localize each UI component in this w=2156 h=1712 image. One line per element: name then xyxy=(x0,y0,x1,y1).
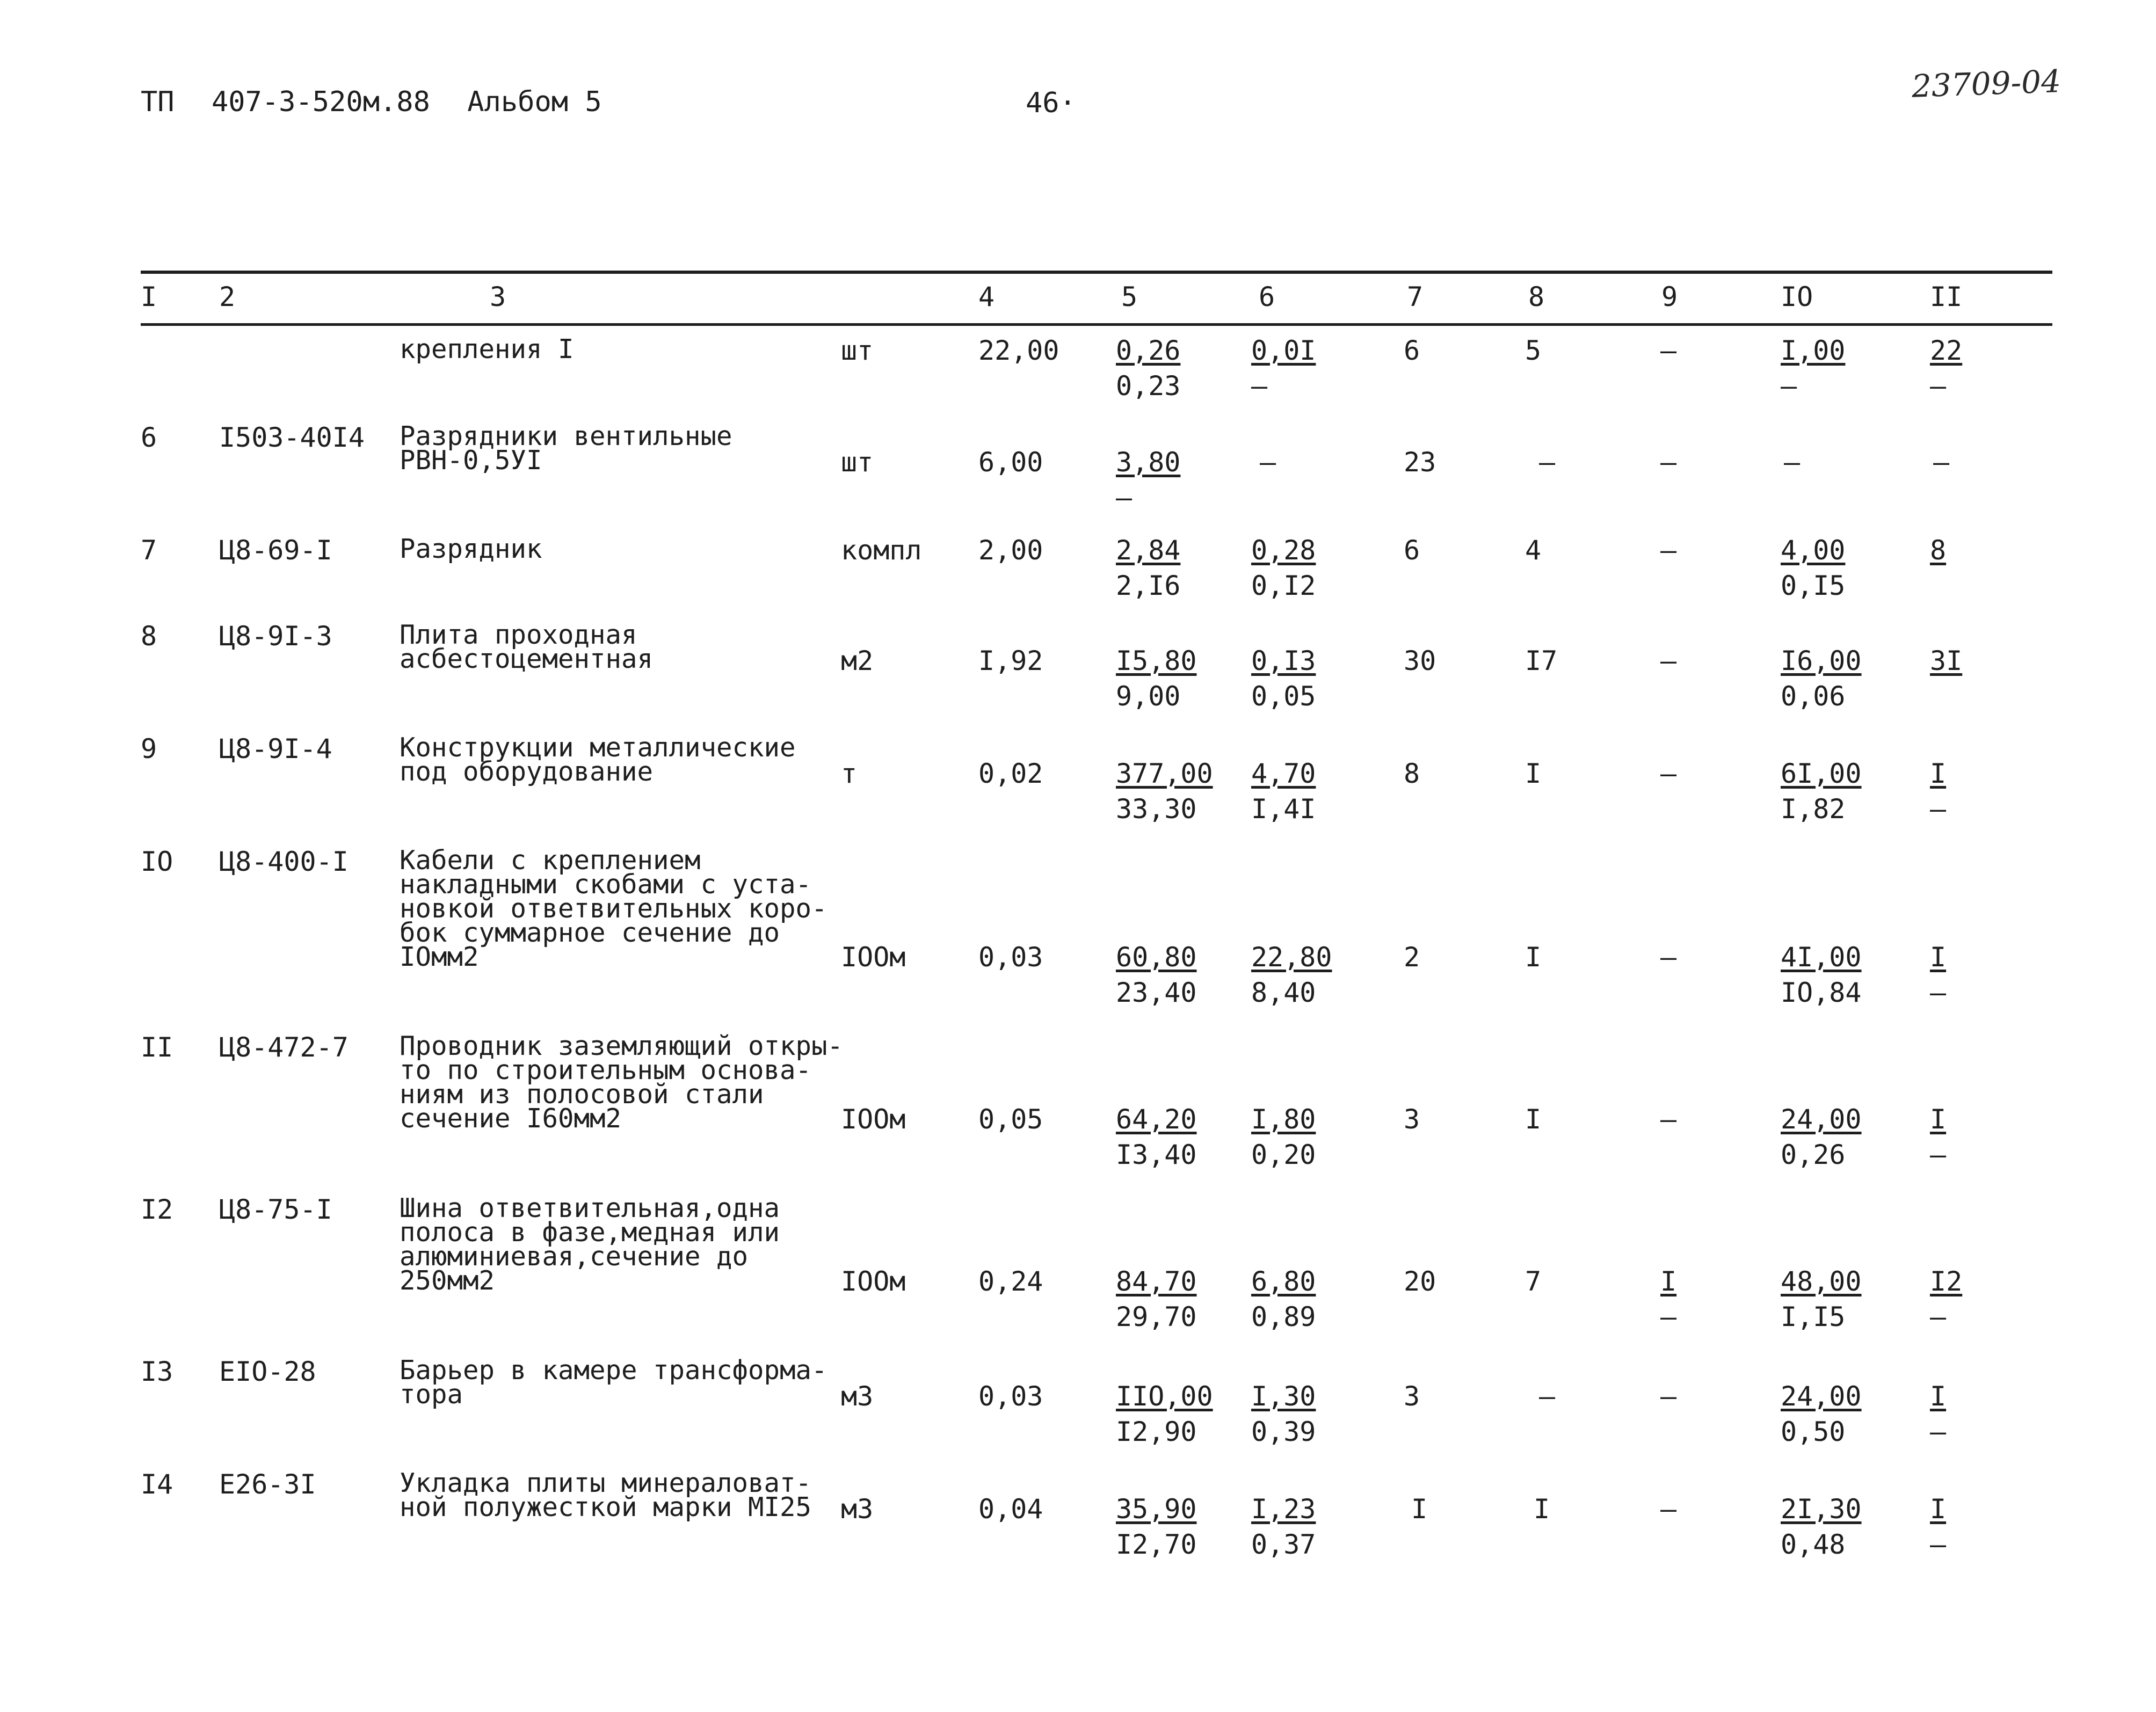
col10-pair xyxy=(1781,758,1862,825)
col6-bottom: 0,89 xyxy=(1251,1301,1316,1332)
project-number: 407-3-520м.88 xyxy=(211,86,430,118)
col10-top: 24,00 xyxy=(1781,1381,1862,1412)
col10-bottom: 0,50 xyxy=(1781,1416,1846,1447)
col11-pair xyxy=(1930,647,1962,674)
col5-pair xyxy=(1116,1268,1197,1330)
desc-line: Плита проходная xyxy=(400,620,637,650)
col-header-7: 7 xyxy=(1407,281,1424,312)
col10-pair xyxy=(1781,944,1862,1006)
row-description xyxy=(400,1468,812,1523)
col8-value: 7 xyxy=(1525,1266,1542,1297)
col6-pair xyxy=(1251,944,1332,1006)
col6-pair xyxy=(1251,537,1316,599)
col11-top: I xyxy=(1930,758,1947,789)
desc-line: Проводник заземляющий откры- xyxy=(400,1031,844,1061)
col10-pair xyxy=(1781,1383,1862,1445)
col6-value: – xyxy=(1260,447,1276,478)
row-code: I503-40I4 xyxy=(219,422,365,453)
col5-top: 84,70 xyxy=(1116,1266,1197,1297)
col5-pair xyxy=(1116,1496,1197,1558)
desc-line: Кабели с креплением xyxy=(400,845,701,876)
col9-value: – xyxy=(1660,942,1677,973)
row-quantity: 0,02 xyxy=(978,758,1043,789)
row-number: 9 xyxy=(141,733,157,764)
col11-pair xyxy=(1930,1106,1946,1168)
desc-line: Конструкции металлические xyxy=(400,732,796,763)
col11-top: I xyxy=(1930,1104,1947,1135)
col-header-11: II xyxy=(1930,281,1963,312)
row-code: Ц8-9I-4 xyxy=(219,733,332,764)
col9-value: – xyxy=(1660,645,1677,676)
col6-pair xyxy=(1251,335,1316,402)
row-code: Ц8-400-I xyxy=(219,846,349,877)
col7-value: 2 xyxy=(1404,942,1420,973)
desc-line: Шина ответвительная,одна xyxy=(400,1193,780,1223)
row-code: Ц8-472-7 xyxy=(219,1032,349,1063)
col11-bottom: – xyxy=(1930,793,1947,825)
document-header xyxy=(141,86,622,118)
col5-top: 377,00 xyxy=(1116,758,1213,789)
col6-bottom: I,4I xyxy=(1251,793,1316,825)
col10-pair xyxy=(1781,1496,1862,1558)
row-quantity: 0,03 xyxy=(978,1381,1043,1412)
col6-bottom: 0,37 xyxy=(1251,1529,1316,1560)
col11-top: 22 xyxy=(1930,335,1963,366)
col11-bottom: – xyxy=(1930,1301,1947,1332)
col10-pair xyxy=(1781,1268,1862,1330)
row-unit: м2 xyxy=(841,645,874,676)
desc-line: ной полужесткой марки МI25 xyxy=(400,1492,812,1523)
col8-value: I xyxy=(1525,942,1542,973)
row-quantity: 2,00 xyxy=(978,535,1043,566)
col6-bottom: 0,20 xyxy=(1251,1139,1316,1170)
col6-top: I,80 xyxy=(1251,1104,1316,1135)
col6-bottom: – xyxy=(1251,370,1268,402)
col6-top: I,30 xyxy=(1251,1381,1316,1412)
col6-top: I,23 xyxy=(1251,1494,1316,1525)
desc-line: 250мм2 xyxy=(400,1265,495,1296)
desc-line: бок суммарное сечение до xyxy=(400,917,780,949)
col6-top: 0,0I xyxy=(1251,335,1316,366)
desc-line: РВН-0,5УI xyxy=(400,445,542,476)
row-description xyxy=(400,534,542,564)
col8-value: I7 xyxy=(1525,645,1558,676)
col7-value: 30 xyxy=(1404,645,1436,676)
col11-pair xyxy=(1930,1383,1946,1445)
row-description xyxy=(400,845,827,973)
col8-value: I xyxy=(1534,1494,1550,1525)
col5-bottom: I2,90 xyxy=(1116,1416,1197,1447)
row-unit: IOOм xyxy=(841,1104,906,1135)
row-unit: IOOм xyxy=(841,942,906,973)
col6-top: 0,I3 xyxy=(1251,645,1316,676)
row-number: I4 xyxy=(141,1469,173,1500)
col11-pair xyxy=(1930,944,1946,1006)
row-quantity: 6,00 xyxy=(978,447,1043,478)
page-number: 46· xyxy=(1026,87,1076,119)
col8-value: – xyxy=(1539,1381,1556,1412)
col10-pair xyxy=(1781,1106,1862,1168)
row-quantity: 0,24 xyxy=(978,1266,1043,1297)
col5-top: I5,80 xyxy=(1116,645,1197,676)
col5-pair xyxy=(1116,758,1213,825)
col6-top: 0,28 xyxy=(1251,535,1316,566)
col10-top: 4,00 xyxy=(1781,535,1846,566)
col5-bottom: 29,70 xyxy=(1116,1301,1197,1332)
col10-pair xyxy=(1781,335,1846,402)
row-description xyxy=(400,620,654,675)
col7-value: 8 xyxy=(1404,758,1420,789)
col5-bottom: 9,00 xyxy=(1116,681,1181,712)
row-code: Ц8-9I-3 xyxy=(219,621,332,652)
col6-bottom: 0,39 xyxy=(1251,1416,1316,1447)
row-number: II xyxy=(141,1032,173,1063)
row-description xyxy=(400,732,796,788)
col9-value: – xyxy=(1660,1104,1677,1135)
col11-top: I xyxy=(1930,1381,1947,1412)
col10-value: – xyxy=(1784,447,1801,478)
row-quantity: 0,04 xyxy=(978,1494,1043,1525)
row-description xyxy=(400,421,732,476)
col9-value: – xyxy=(1660,447,1677,478)
row-number: 6 xyxy=(141,422,157,453)
series-code: ТП xyxy=(141,86,175,118)
row-description xyxy=(400,334,574,365)
table-header-rule xyxy=(141,323,2052,326)
desc-line: крепления I xyxy=(400,334,574,365)
desc-line: Разрядник xyxy=(400,534,542,564)
col5-pair xyxy=(1116,1106,1197,1168)
desc-line: полоса в фазе,медная или xyxy=(400,1217,780,1248)
col7-value: 20 xyxy=(1404,1266,1436,1297)
col11-bottom: – xyxy=(1930,1139,1947,1170)
row-unit: шт xyxy=(841,447,874,478)
row-description xyxy=(400,1355,827,1410)
col9-bottom: – xyxy=(1660,1301,1677,1332)
col10-bottom: IO,84 xyxy=(1781,977,1862,1008)
col5-pair xyxy=(1116,647,1197,710)
col-header-4: 4 xyxy=(978,281,995,312)
row-number: 7 xyxy=(141,535,157,566)
col11-top: I2 xyxy=(1930,1266,1963,1297)
desc-line: новкой ответвительных коро- xyxy=(400,893,827,924)
col9-value: – xyxy=(1660,1381,1677,1412)
col6-bottom: 0,05 xyxy=(1251,681,1316,712)
col5-bottom: 2,I6 xyxy=(1116,570,1181,601)
row-quantity: I,92 xyxy=(978,645,1043,676)
col11-bottom: – xyxy=(1930,1416,1947,1447)
desc-line: то по строительным основа- xyxy=(400,1055,812,1086)
col5-top: 64,20 xyxy=(1116,1104,1197,1135)
col5-top: IIO,00 xyxy=(1116,1381,1213,1412)
col10-bottom: 0,48 xyxy=(1781,1529,1846,1560)
col5-pair xyxy=(1116,449,1180,511)
col9-value: – xyxy=(1660,1494,1677,1525)
col10-top: I,00 xyxy=(1781,335,1846,366)
col-header-6: 6 xyxy=(1259,281,1275,312)
row-quantity: 0,05 xyxy=(978,1104,1043,1135)
row-code: Ц8-69-I xyxy=(219,535,332,566)
col5-bottom: 23,40 xyxy=(1116,977,1197,1008)
col9-value: – xyxy=(1660,335,1677,366)
desc-line: под оборудование xyxy=(400,756,654,788)
col6-top: 6,80 xyxy=(1251,1266,1316,1297)
desc-line: Барьер в камере трансформа- xyxy=(400,1355,827,1386)
col8-value: I xyxy=(1525,1104,1542,1135)
col5-top: 60,80 xyxy=(1116,942,1197,973)
col8-value: 5 xyxy=(1525,335,1542,366)
col6-bottom: 8,40 xyxy=(1251,977,1316,1008)
desc-line: ниям из полосовой стали xyxy=(400,1079,764,1110)
col-header-1: I xyxy=(141,281,157,312)
col11-pair xyxy=(1930,1268,1962,1330)
col-header-9: 9 xyxy=(1661,281,1678,312)
col11-pair xyxy=(1930,335,1963,402)
col-header-5: 5 xyxy=(1121,281,1138,312)
row-unit: м3 xyxy=(841,1494,874,1525)
row-unit: IOOм xyxy=(841,1266,906,1297)
row-code: E26-3I xyxy=(219,1469,316,1500)
col5-bottom: – xyxy=(1116,482,1133,513)
col10-top: 2I,30 xyxy=(1781,1494,1862,1525)
col7-value: 6 xyxy=(1404,535,1420,566)
col6-pair xyxy=(1251,1383,1316,1445)
col6-bottom: 0,I2 xyxy=(1251,570,1316,601)
col10-bottom: 0,26 xyxy=(1781,1139,1846,1170)
row-number: IO xyxy=(141,846,173,877)
row-number: 8 xyxy=(141,621,157,652)
desc-line: накладными скобами с уста- xyxy=(400,869,812,900)
col7-value: I xyxy=(1411,1494,1428,1525)
col5-bottom: I2,70 xyxy=(1116,1529,1197,1560)
col11-bottom: – xyxy=(1930,1529,1947,1560)
col5-top: 35,90 xyxy=(1116,1494,1197,1525)
col6-pair xyxy=(1251,647,1316,710)
row-unit: шт xyxy=(841,335,874,366)
col6-top: 4,70 xyxy=(1251,758,1316,789)
album-label: Альбом 5 xyxy=(467,86,602,118)
desc-line: Разрядники вентильные xyxy=(400,421,732,451)
desc-line: тора xyxy=(400,1379,463,1410)
col11-bottom: – xyxy=(1930,977,1947,1008)
col11-value: – xyxy=(1933,447,1950,478)
col11-pair xyxy=(1930,1496,1946,1558)
col11-top: 3I xyxy=(1930,645,1963,676)
col8-value: – xyxy=(1539,447,1556,478)
col9-value: – xyxy=(1660,758,1677,789)
col-header-10: IO xyxy=(1781,281,1813,312)
col10-bottom: I,82 xyxy=(1781,793,1846,825)
desc-line: IOмм2 xyxy=(400,942,479,973)
row-description xyxy=(400,1031,844,1134)
col11-top: 8 xyxy=(1930,535,1947,566)
col8-value: 4 xyxy=(1525,535,1542,566)
col5-top: 2,84 xyxy=(1116,535,1181,566)
col10-bottom: – xyxy=(1781,370,1797,402)
col10-bottom: 0,06 xyxy=(1781,681,1846,712)
col-header-2: 2 xyxy=(219,281,236,312)
col10-bottom: 0,I5 xyxy=(1781,570,1846,601)
col7-value: 6 xyxy=(1404,335,1420,366)
col6-pair xyxy=(1251,1106,1316,1168)
row-number: I3 xyxy=(141,1356,173,1387)
col5-bottom: I3,40 xyxy=(1116,1139,1197,1170)
row-code: Ц8-75-I xyxy=(219,1194,332,1225)
col6-top: 22,80 xyxy=(1251,942,1332,973)
row-code: EIO-28 xyxy=(219,1356,316,1387)
col7-value: 3 xyxy=(1404,1104,1420,1135)
row-quantity: 0,03 xyxy=(978,942,1043,973)
desc-line: Укладка плиты минераловат- xyxy=(400,1468,812,1498)
row-unit: т xyxy=(841,758,858,789)
col7-value: 23 xyxy=(1404,447,1436,478)
col9-value: – xyxy=(1660,535,1677,566)
col9-top: I xyxy=(1660,1266,1677,1297)
col5-top: 0,26 xyxy=(1116,335,1181,366)
row-unit: компл xyxy=(841,535,922,566)
desc-line: сечение I60мм2 xyxy=(400,1103,622,1134)
col11-pair xyxy=(1930,537,1946,564)
col-header-8: 8 xyxy=(1528,281,1545,312)
col5-bottom: 0,23 xyxy=(1116,370,1181,402)
col9-pair xyxy=(1660,1268,1676,1330)
col11-top: I xyxy=(1930,942,1947,973)
col10-top: I6,00 xyxy=(1781,645,1862,676)
col7-value: 3 xyxy=(1404,1381,1420,1412)
col5-pair xyxy=(1116,1383,1213,1445)
col6-pair xyxy=(1251,1268,1316,1330)
col10-pair xyxy=(1781,537,1845,599)
col10-bottom: I,I5 xyxy=(1781,1301,1846,1332)
row-unit: м3 xyxy=(841,1381,874,1412)
col5-pair xyxy=(1116,537,1180,599)
col8-value: I xyxy=(1525,758,1542,789)
col10-top: 24,00 xyxy=(1781,1104,1862,1135)
col11-bottom: – xyxy=(1930,370,1947,402)
row-number: I2 xyxy=(141,1194,173,1225)
col6-pair xyxy=(1251,758,1316,825)
desc-line: алюминиевая,сечение до xyxy=(400,1241,749,1272)
col5-bottom: 33,30 xyxy=(1116,793,1197,825)
col10-top: 6I,00 xyxy=(1781,758,1862,789)
col10-top: 48,00 xyxy=(1781,1266,1862,1297)
col5-pair xyxy=(1116,944,1197,1006)
row-description xyxy=(400,1193,780,1296)
inventory-number: 23709-04 xyxy=(1911,63,2062,105)
desc-line: асбестоцементная xyxy=(400,644,654,675)
table-top-rule xyxy=(141,271,2052,274)
col6-pair xyxy=(1251,1496,1316,1558)
col5-pair xyxy=(1116,335,1181,402)
col-header-3: 3 xyxy=(490,281,506,312)
col11-top: I xyxy=(1930,1494,1947,1525)
col10-pair xyxy=(1781,647,1862,710)
col10-top: 4I,00 xyxy=(1781,942,1862,973)
row-quantity: 22,00 xyxy=(978,335,1059,366)
col11-pair xyxy=(1930,758,1947,825)
col5-top: 3,80 xyxy=(1116,447,1181,478)
